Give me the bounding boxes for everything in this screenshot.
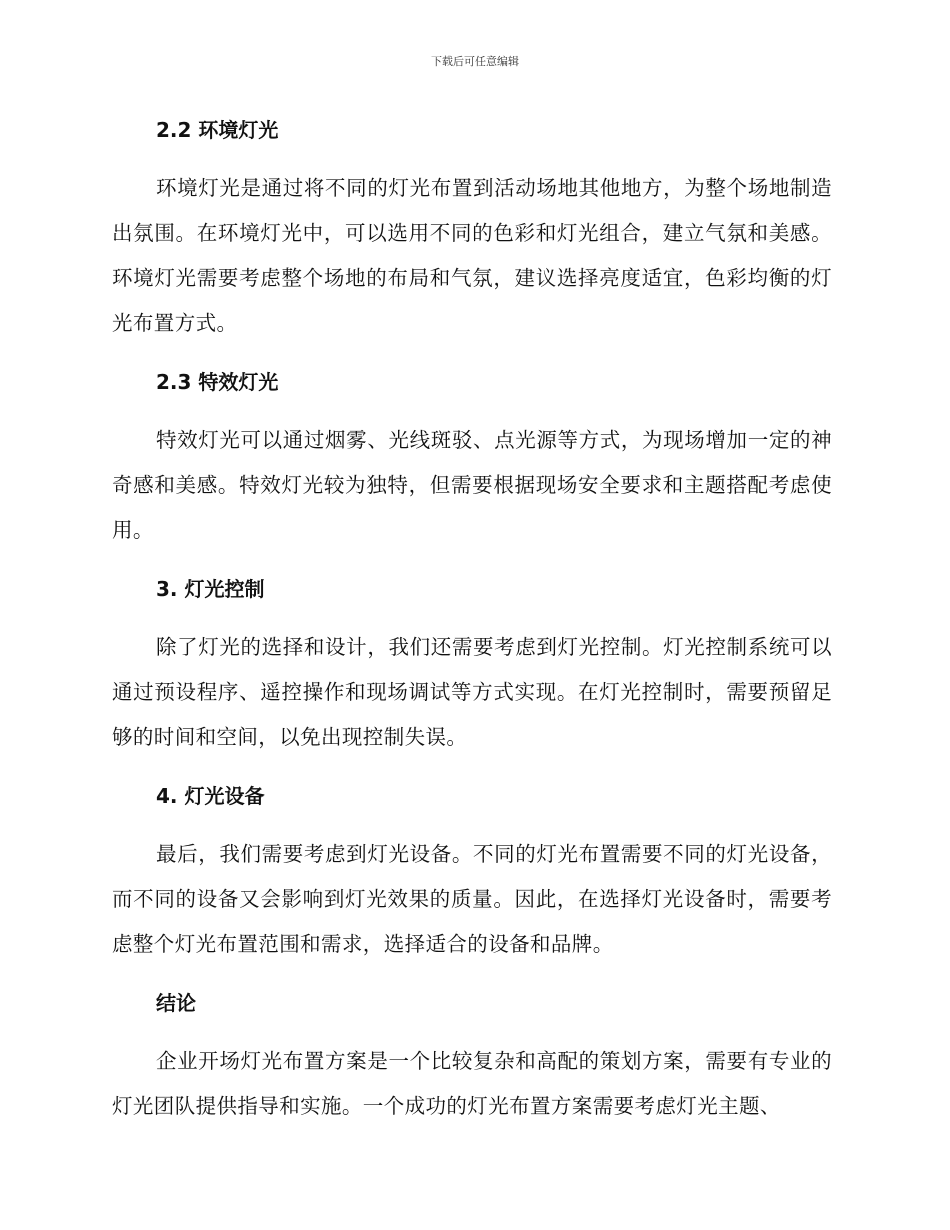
section-paragraph-lighting-control: 除了灯光的选择和设计，我们还需要考虑到灯光控制。灯光控制系统可以通过预设程序、遥控操作和现场调试等方式实现。在灯光控制时，需要预留足够的时间和空间，以免出现控制失误。 bbox=[112, 635, 832, 749]
section-paragraph-conclusion: 企业开场灯光布置方案是一个比较复杂和高配的策划方案，需要有专业的灯光团队提供指导和实施。一个成功的灯光布置方案需要考虑灯光主题、 bbox=[112, 1049, 832, 1118]
section-paragraph-ambient-lighting: 环境灯光是通过将不同的灯光布置到活动场地其他地方，为整个场地制造出氛围。在环境灯光中，可以选用不同的色彩和灯光组合，建立气氛和美感。环境灯光需要考虑整个场地的布局和气氛，建议选择亮度适宜，色彩均衡的灯光布置方式。 bbox=[112, 176, 832, 335]
section-heading-lighting-control: 3. 灯光控制 bbox=[156, 577, 265, 601]
section-paragraph-special-effects-lighting: 特效灯光可以通过烟雾、光线斑驳、点光源等方式，为现场增加一定的神奇感和美感。特效灯光较为独特，但需要根据现场安全要求和主题搭配考虑使用。 bbox=[112, 428, 832, 542]
document-body bbox=[112, 108, 832, 1143]
page-header: 下载后可任意编辑 bbox=[431, 55, 519, 68]
section-heading-special-effects-lighting: 2.3 特效灯光 bbox=[156, 370, 279, 394]
section-heading-conclusion: 结论 bbox=[156, 991, 196, 1015]
section-heading-lighting-equipment: 4. 灯光设备 bbox=[156, 784, 265, 808]
section-paragraph-lighting-equipment: 最后，我们需要考虑到灯光设备。不同的灯光布置需要不同的灯光设备，而不同的设备又会影响到灯光效果的质量。因此，在选择灯光设备时，需要考虑整个灯光布置范围和需求，选择适合的设备和品牌。 bbox=[112, 842, 832, 956]
section-heading-ambient-lighting: 2.2 环境灯光 bbox=[156, 118, 279, 142]
